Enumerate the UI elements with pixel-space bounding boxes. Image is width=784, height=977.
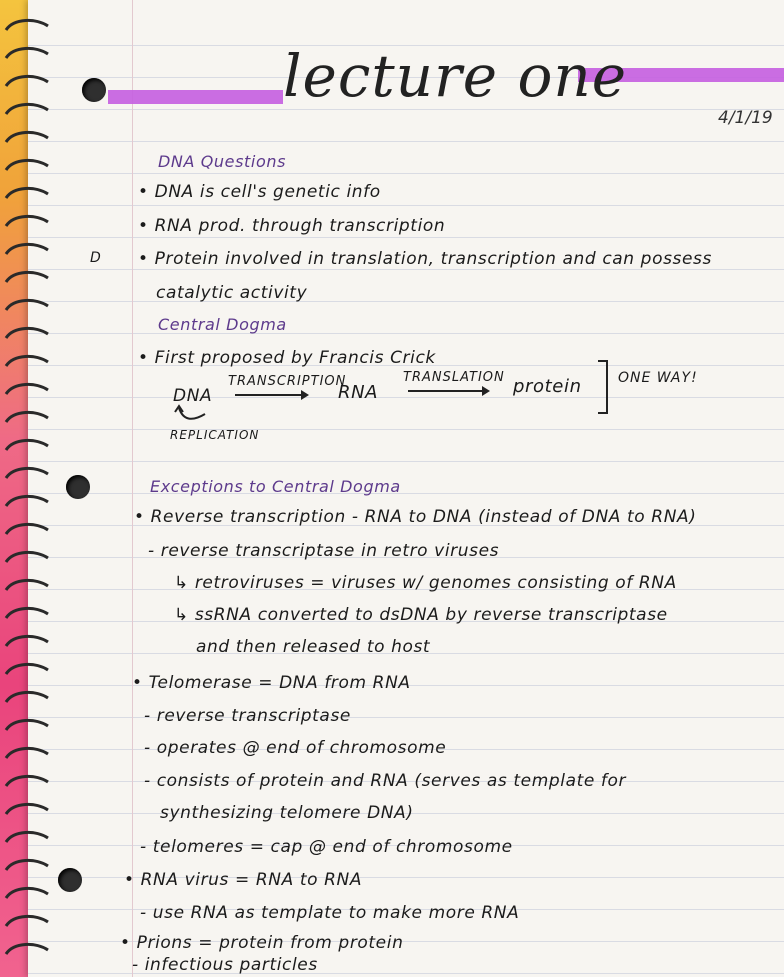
exception-line: - telomeres = cap @ end of chromosome [140, 837, 513, 857]
spiral-coil [6, 916, 48, 926]
spiral-coil [6, 384, 48, 394]
exception-line: - use RNA as template to make more RNA [140, 903, 520, 923]
spiral-coil [6, 188, 48, 198]
exception-text: Telomerase = DNA from RNA [148, 673, 411, 693]
spiral-binding [0, 14, 56, 974]
punch-hole [58, 868, 82, 892]
exception-line: • RNA virus = RNA to RNA [124, 870, 363, 890]
notebook-page [28, 0, 784, 977]
spiral-coil [6, 664, 48, 674]
spiral-coil [6, 524, 48, 534]
spiral-coil [6, 412, 48, 422]
spiral-coil [6, 636, 48, 646]
exception-text: Prions = protein from protein [136, 933, 404, 953]
bullet-text: Protein involved in translation, transcription and can possess [154, 249, 712, 269]
transcription-arrow [235, 394, 307, 396]
exception-line: - consists of protein and RNA (serves as template for [144, 771, 627, 791]
diagram-replication-label: REPLICATION [170, 428, 260, 442]
exception-text: RNA virus = RNA to RNA [140, 870, 363, 890]
exception-line: - reverse transcriptase in retro viruses [148, 541, 500, 561]
title-highlight-left [108, 90, 283, 104]
exception-line: - reverse transcriptase [144, 706, 351, 726]
spiral-coil [6, 580, 48, 590]
spiral-coil [6, 888, 48, 898]
spiral-coil [6, 132, 48, 142]
margin-line [132, 0, 133, 977]
spiral-coil [6, 804, 48, 814]
spiral-coil [6, 328, 48, 338]
spiral-coil [6, 608, 48, 618]
spiral-coil [6, 356, 48, 366]
exception-line: synthesizing telomere DNA) [160, 803, 414, 823]
spiral-coil [6, 468, 48, 478]
margin-mark: D [90, 250, 102, 266]
spiral-coil [6, 832, 48, 842]
spiral-coil [6, 496, 48, 506]
spiral-coil [6, 440, 48, 450]
exception-line: • Reverse transcription - RNA to DNA (instead of DNA to RNA) [134, 507, 697, 527]
exception-line: ↳ retroviruses = viruses w/ genomes consisting of RNA [174, 573, 677, 593]
section-heading-dna-questions: DNA Questions [158, 152, 287, 171]
diagram-protein: protein [513, 376, 582, 397]
date: 4/1/19 [718, 108, 773, 128]
spiral-coil [6, 216, 48, 226]
diagram-dna: DNA [173, 386, 213, 406]
spiral-coil [6, 244, 48, 254]
bullet-text: First proposed by Francis Crick [154, 348, 436, 368]
exception-line: - operates @ end of chromosome [144, 738, 447, 758]
spiral-coil [6, 692, 48, 702]
diagram-rna: RNA [338, 382, 379, 403]
bullet-text: DNA is cell's genetic info [154, 182, 381, 202]
spiral-coil [6, 76, 48, 86]
exception-line: and then released to host [196, 637, 431, 657]
exception-line: - infectious particles [132, 955, 318, 975]
punch-hole [82, 78, 106, 102]
spiral-coil [6, 20, 48, 30]
page-title: lecture one [283, 42, 628, 110]
diagram-one-way-note: ONE WAY! [618, 370, 698, 386]
spiral-coil [6, 300, 48, 310]
exception-line: ↳ ssRNA converted to dsDNA by reverse transcriptase [174, 605, 668, 625]
replication-loop-arrow [173, 404, 213, 428]
spiral-coil [6, 720, 48, 730]
bullet-line: • RNA prod. through transcription [138, 216, 446, 236]
punch-hole [66, 475, 90, 499]
spiral-coil [6, 552, 48, 562]
spiral-coil [6, 776, 48, 786]
exception-line: • Prions = protein from protein [120, 933, 404, 953]
spiral-coil [6, 272, 48, 282]
exception-line: • Telomerase = DNA from RNA [132, 673, 411, 693]
spiral-coil [6, 748, 48, 758]
bullet-line: • DNA is cell's genetic info [138, 182, 381, 202]
section-heading-exceptions: Exceptions to Central Dogma [150, 477, 401, 496]
spiral-coil [6, 944, 48, 954]
bullet-line: • First proposed by Francis Crick [138, 348, 436, 368]
diagram-transcription-label: TRANSCRIPTION [228, 374, 347, 389]
diagram-bracket [598, 360, 608, 414]
bullet-line: • Protein involved in translation, transcription and can possess [138, 249, 712, 269]
bullet-text: RNA prod. through transcription [154, 216, 446, 236]
bullet-continuation: catalytic activity [156, 283, 308, 303]
exception-text: Reverse transcription - RNA to DNA (instead of DNA to RNA) [150, 507, 697, 527]
spiral-coil [6, 160, 48, 170]
translation-arrow [408, 390, 488, 392]
section-heading-central-dogma: Central Dogma [158, 315, 287, 334]
spiral-coil [6, 860, 48, 870]
spiral-coil [6, 104, 48, 114]
diagram-translation-label: TRANSLATION [403, 370, 505, 385]
spiral-coil [6, 48, 48, 58]
